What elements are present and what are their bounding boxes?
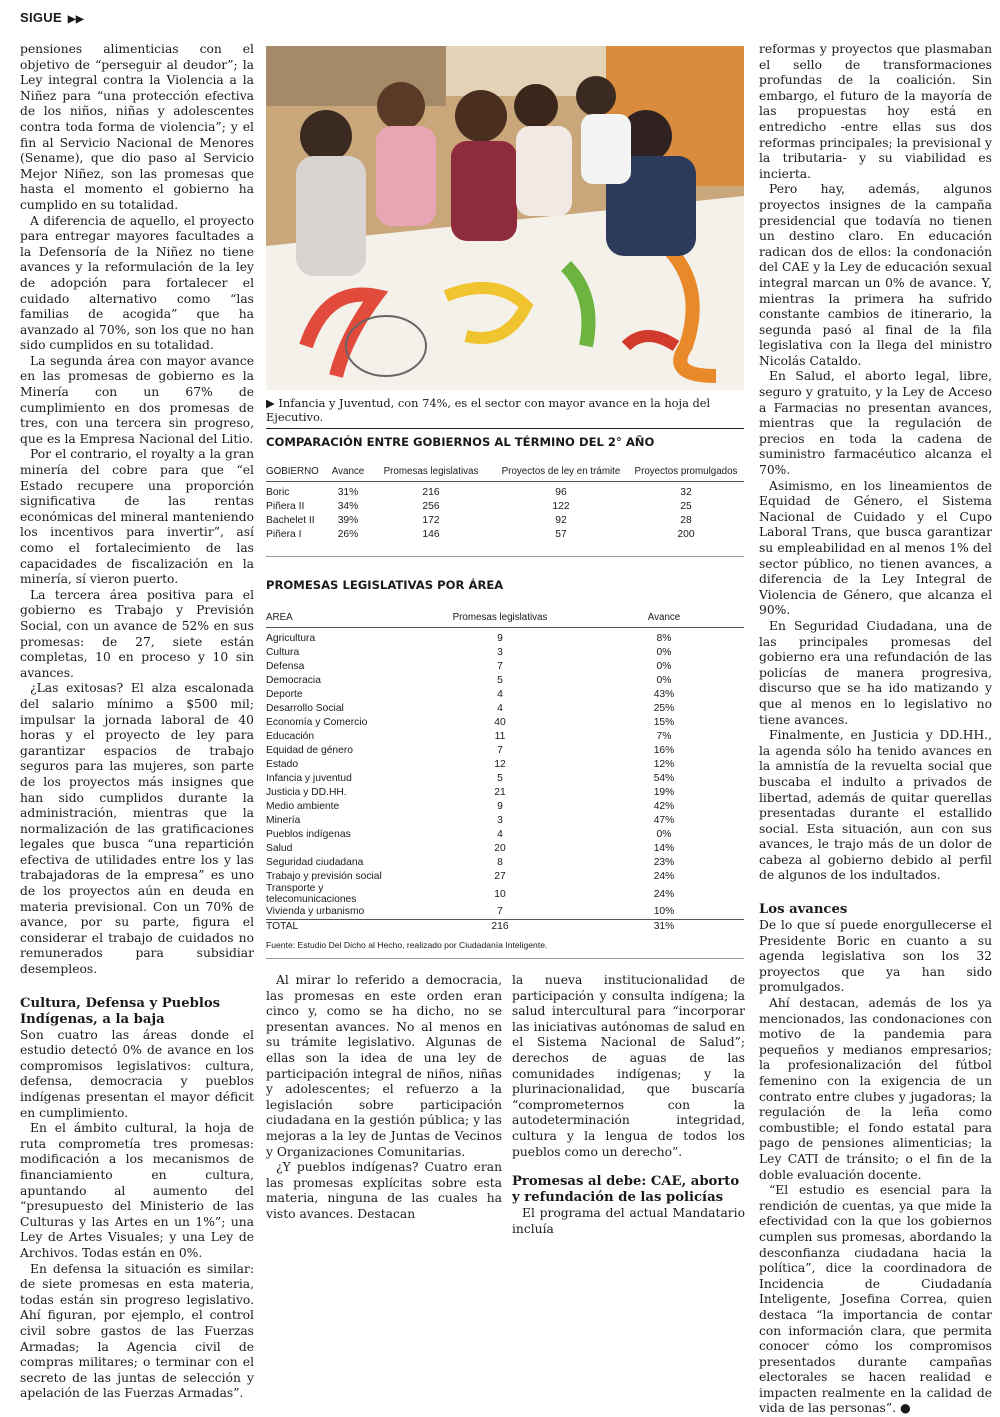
cell: 27 xyxy=(494,870,506,882)
table-row xyxy=(266,673,744,687)
table1-title: COMPARACIÓN ENTRE GOBIERNOS AL TÉRMINO DEL 2° AÑO xyxy=(266,428,744,449)
cell: 7 xyxy=(497,744,503,756)
table-source: Fuente: Estudio Del Dicho al Hecho, realizado por Ciudadanía Inteligente. xyxy=(266,940,548,950)
cell: 16% xyxy=(653,744,675,756)
table1-bottom-rule xyxy=(266,556,744,557)
cell: Infancia y juventud xyxy=(266,772,352,784)
cell: 21 xyxy=(494,786,506,798)
paragraph: En defensa la situación es similar: de siete promesas en esta materia, todas están sin progreso legislativo. Ahí figuran, por ejemplo, el control civil sobre gastos de las Fuerzas Armadas; la Agencia civil de compras militares; o terminar con el secreto de las juntas de selección y apelación de las Fuerzas Armadas”. xyxy=(20,1261,254,1401)
cell: Bachelet II xyxy=(266,514,315,526)
cell: Transporte y telecomunicaciones xyxy=(266,883,357,905)
comparison-table xyxy=(266,463,744,541)
paragraph: En el ámbito cultural, la hoja de ruta comprometía tres promesas: modificación a los mecanismos de financiamiento en cultura, apuntando al aumento del “presupuesto del Ministerio de las Culturas y las Artes en un 1%”; una Ley de Artes Visuales; y una Ley de Archivos. Todas están en 0%. xyxy=(20,1121,254,1260)
table-row xyxy=(266,481,744,499)
subheading-avances: Los avances xyxy=(759,902,848,918)
cell: Desarrollo Social xyxy=(266,702,344,714)
cell: Pueblos indígenas xyxy=(266,828,351,840)
cell: 3 xyxy=(497,814,503,826)
cell: 24% xyxy=(653,888,675,900)
table-total-row xyxy=(266,919,744,933)
cell: 7 xyxy=(497,906,503,918)
cell: 14% xyxy=(653,842,675,854)
cell: Educación xyxy=(266,730,315,742)
paragraph: A diferencia de aquello, el proyecto para entregar mayores facultades a la Defensoría de la Niñez no tiene avances y la reformulación de la ley de adopción para fortalecer el cuidado alternativo como “las familias de acogida” que ha avanzado al 70%, son los que no han sido cumplidos en su totalidad. xyxy=(20,213,254,353)
paragraph: Asimismo, en los lineamientos de Equidad de Género, el Sistema Nacional de Cuidado y el Cupo Laboral Trans, que busca garantizar su empleabilidad en al menos 1% del sector público, no tienen avances, a diferencia de la Ley Integral de Violencia de Género, que alcanza el 90%. xyxy=(759,478,992,618)
caption-text: Infancia y Juventud, con 74%, es el sector con mayor avance en la hoja del Ejecutivo. xyxy=(266,396,711,424)
paragraph: Por el contrario, el royalty a la gran minería del cobre para que “el Estado recupere una proporción significativa de las rentas económicas del mineral manteniendo los incentivos para invertir”, así como el fortalecimiento de las capacidades de fiscalización en la minería, sí vieron puerto. xyxy=(20,447,254,587)
double-arrow-icon: ▶▶ xyxy=(67,14,84,25)
cell: TOTAL xyxy=(266,919,416,933)
paragraph: Al mirar lo referido a democracia, las promesas en este orden eran cinco y, como se ha dicho, no se presentan avances. No al menos en su trámite legislativo. Algunas de ellas son la idea de una ley de participación integral de niños, niñas y adolescentes; el refuerzo a la legislación sobre participación ciudadana en la gestión pública; y las mejoras a la ley de Juntas de Vecinos y Organizaciones Comunitarias. xyxy=(266,973,502,1159)
table-row xyxy=(266,771,744,785)
cell: 28 xyxy=(680,514,692,526)
cell: 256 xyxy=(422,500,440,512)
paragraph: pensiones alimenticias con el objetivo de “perseguir al deudor”; la Ley integral contra la Violencia a la Niñez para “una protección efectiva de los niños, niñas y adolescentes contra toda forma de violencia”; y el fin al Servicio Nacional de Menores (Sename), que dio paso al Servicio Mejor Niñez, son las promesas que hasta el momento el gobierno ha cumplido en su totalidad. xyxy=(20,42,254,212)
cell: 0% xyxy=(656,828,672,840)
caption-marker: ▶ xyxy=(266,396,275,410)
cell: 7 xyxy=(497,660,503,672)
column-header: Avance xyxy=(328,463,368,481)
cell: 10% xyxy=(653,906,675,918)
paragraph: la nueva institucionalidad de participación y consulta indígena; la salud intercultural para “incorporar las iniciativas autónomas de salud en el Sistema Nacional de Salud”; derechos de aguas de las comunidades indígenas; y la plurinacionalidad, que buscaría “comprometernos con la autodeterminación integridad, cultura y la lengua de todos los pueblos como un derecho”. xyxy=(512,973,745,1159)
table-row xyxy=(266,715,744,729)
cell: Vivienda y urbanismo xyxy=(266,906,365,918)
table-header-row xyxy=(266,463,744,481)
cell: Cultura xyxy=(266,646,300,658)
cell: 39% xyxy=(337,514,359,526)
cell: 0% xyxy=(656,646,672,658)
photo-caption xyxy=(266,396,744,424)
column-header: Promesas legislativas xyxy=(416,609,584,627)
cell: 12% xyxy=(653,758,675,770)
paragraph: De lo que sí puede enorgullecerse el Presidente Boric en cuanto a su agenda legislativa son los 32 proyectos que ya han sido promulgados. xyxy=(759,918,992,995)
cell: 4 xyxy=(497,702,503,714)
cell: Seguridad ciudadana xyxy=(266,856,364,868)
cell: 200 xyxy=(677,528,695,540)
table-row xyxy=(266,841,744,855)
paragraph: ¿Y pueblos indígenas? Cuatro eran las promesas explícitas sobre esta materia, ninguna de las cuales ha visto avances. Destacan xyxy=(266,1160,502,1221)
cell: 9 xyxy=(497,632,503,644)
paragraph: Son cuatro las áreas donde el estudio detectó 0% de avance en los compromisos legislativos: cultura, defensa, democracia y pueblos indígenas presentan el mayor déficit en cumplimiento. xyxy=(20,1027,254,1120)
areas-table xyxy=(266,609,744,933)
table-row xyxy=(266,729,744,743)
cell: Deporte xyxy=(266,688,303,700)
cell: 26% xyxy=(337,528,359,540)
end-mark-icon: ● xyxy=(899,1401,911,1416)
cell: 19% xyxy=(653,786,675,798)
table-row xyxy=(266,743,744,757)
cell: 57 xyxy=(555,528,567,540)
cell: Boric xyxy=(266,486,290,498)
cell: 40 xyxy=(494,716,506,728)
table-row xyxy=(266,701,744,715)
table-row xyxy=(266,827,744,841)
cell: 216 xyxy=(416,919,584,933)
table-row xyxy=(266,499,744,513)
cell: Estado xyxy=(266,758,299,770)
column-header: Promesas legislativas xyxy=(368,463,494,481)
cell: 172 xyxy=(422,514,440,526)
table-row xyxy=(266,869,744,883)
cell: 92 xyxy=(555,514,567,526)
quote-text: “El estudio es esencial para la rendición de cuentas, ya que mide la efectividad con la que los gobiernos cumplen sus promesas, abordando la desconfianza ciudadana hacia la política”, dice la coordinadora de Incidencia de Ciudadanía Inteligente, Josefina Correa, quien destaca “la importancia de contar con información clara, que permita conocer cómo los compromisos presentados durante campañas electorales se hacen realidad e impacten realmente en la calidad de vida de las personas”. xyxy=(759,1183,992,1416)
cell: 32 xyxy=(680,486,692,498)
paragraph: Pero hay, además, algunos proyectos insignes de la campaña presidencial que todavía no tienen un destino claro. En educación radican dos de ellos: la condonación del CAE y la Ley de educación sexual integral marcan un 0% de avance. Y, mientras la primera ha sufrido constante cambios de itinerario, la segunda pasó al final de la fila legislativa con la llega del ministro Nicolás Cataldo. xyxy=(759,182,992,368)
cell: 8% xyxy=(656,632,672,644)
cell: 54% xyxy=(653,772,675,784)
table-row xyxy=(266,645,744,659)
table-row xyxy=(266,785,744,799)
cell: Piñera I xyxy=(266,528,302,540)
cell: 34% xyxy=(337,500,359,512)
cell: 31% xyxy=(337,486,359,498)
table-row xyxy=(266,883,744,905)
article-column-4 xyxy=(759,42,992,1417)
table-row xyxy=(266,527,744,541)
table-row xyxy=(266,813,744,827)
table2-title: PROMESAS LEGISLATIVAS POR ÁREA xyxy=(266,578,504,592)
column-header: Proyectos promulgados xyxy=(628,463,744,481)
cell: 11 xyxy=(494,730,506,742)
table-row xyxy=(266,757,744,771)
cell: 7% xyxy=(656,730,672,742)
subheading-promesas: Promesas al debe: CAE, aborto y refundación de las policías xyxy=(512,1174,740,1206)
cell: 96 xyxy=(555,486,567,498)
paragraph: Finalmente, en Justicia y DD.HH., la agenda sólo ha tenido avances en la amnistía de la revuelta social que buscaba el indulto a privados de libertad, además de quitar querellas presentadas durante el estallido social. Esta situación, aun con sus avances, le trajo más de un dolor de cabeza al gobierno debido al perfil de algunos de los indultados. xyxy=(759,728,992,883)
paragraph: La segunda área con mayor avance en las promesas de gobierno es la Minería con un 67% de cumplimiento en dos promesas de tres, con una tercera sin progreso, que es la Empresa Nacional del Litio. xyxy=(20,353,254,446)
section-label: SIGUE xyxy=(20,10,62,25)
column-header: Proyectos de ley en trámite xyxy=(494,463,628,481)
table-row xyxy=(266,627,744,645)
table-header-row xyxy=(266,609,744,627)
cell: Medio ambiente xyxy=(266,800,340,812)
cell: Agricultura xyxy=(266,632,316,644)
cell: Democracia xyxy=(266,674,321,686)
cell: 146 xyxy=(422,528,440,540)
paragraph: En Seguridad Ciudadana, una de las principales promesas del gobierno era una refundación de las policías de manera progresiva, discurso que se ha ido matizando y que al menos en lo legislativo no tiene avances. xyxy=(759,618,992,727)
photo-illustration xyxy=(266,46,744,390)
cell: 3 xyxy=(497,646,503,658)
paragraph: En Salud, el aborto legal, libre, seguro y gratuito, y la Ley de Acceso a Farmacias no presentan avances, mientras que la regulación de precios en toda la cadena de suministro farmacéutico alcanza el 70%. xyxy=(759,369,992,478)
column-header: AREA xyxy=(266,609,416,627)
cell: Trabajo y previsión social xyxy=(266,870,382,882)
cell: Justicia y DD.HH. xyxy=(266,786,347,798)
table2-bottom-rule xyxy=(266,958,744,959)
cell: 25 xyxy=(680,500,692,512)
paragraph: Ahí destacan, además de los ya mencionados, las condonaciones con motivo de la pandemia para pequeños y medianos empresarios; la profesionalización del fútbol femenino con la exigencia de un contrato entre clubes y jugadoras; la regulación de la leña como combustible; el fondo estatal para pago de pensiones alimenticias; la Ley CATI de tránsito; o el fin de la doble evaluación docente. xyxy=(759,996,992,1182)
paragraph: reformas y proyectos que plasmaban el sello de transformaciones profundas de la coalición. Sin embargo, el futuro de la mayoría de las propuestas hoy está en entredicho -entre ellas sus dos reformas principales; la previsional y la tributaria- y su viabilidad es incierta. xyxy=(759,42,992,181)
table-row xyxy=(266,513,744,527)
cell: 47% xyxy=(653,814,675,826)
article-column-2 xyxy=(266,973,502,1223)
cell: 8 xyxy=(497,856,503,868)
paragraph: La tercera área positiva para el gobierno es Trabajo y Previsión Social, con un avance de 52% en sus promesas: de 27, siete están completas, 10 en proceso y 10 sin avances. xyxy=(20,587,254,680)
cell: 43% xyxy=(653,688,675,700)
cell: 42% xyxy=(653,800,675,812)
cell: 4 xyxy=(497,828,503,840)
cell: 24% xyxy=(653,870,675,882)
cell: 12 xyxy=(494,758,506,770)
children-painting-photo xyxy=(266,46,744,390)
table-row xyxy=(266,659,744,673)
cell: 15% xyxy=(653,716,675,728)
paragraph xyxy=(759,1183,992,1417)
cell: 4 xyxy=(497,688,503,700)
article-column-1 xyxy=(20,42,254,1402)
paragraph: El programa del actual Mandatario incluía xyxy=(512,1206,745,1236)
cell: 0% xyxy=(656,660,672,672)
cell: 5 xyxy=(497,674,503,686)
cell: 20 xyxy=(494,842,506,854)
cell: 9 xyxy=(497,800,503,812)
cell: 23% xyxy=(653,856,675,868)
cell: 5 xyxy=(497,772,503,784)
cell: Minería xyxy=(266,814,301,826)
cell: 31% xyxy=(584,919,744,933)
article-column-3 xyxy=(512,973,745,1237)
subheading-cultura: Cultura, Defensa y Pueblos Indígenas, a la baja xyxy=(20,995,221,1027)
cell: 216 xyxy=(422,486,440,498)
cell: 10 xyxy=(494,888,506,900)
table-row xyxy=(266,905,744,919)
table-row xyxy=(266,799,744,813)
cell: Economía y Comercio xyxy=(266,716,368,728)
section-header xyxy=(20,10,84,25)
cell: 25% xyxy=(653,702,675,714)
table-row xyxy=(266,687,744,701)
cell: 122 xyxy=(552,500,570,512)
cell: Piñera II xyxy=(266,500,305,512)
cell: Salud xyxy=(266,842,293,854)
cell: Defensa xyxy=(266,660,305,672)
table-row xyxy=(266,855,744,869)
paragraph: ¿Las exitosas? El alza escalonada del salario mínimo a $500 mil; impulsar la jornada laboral de 40 horas y el proyecto de ley para garantizar espacios de trabajo seguros para las mujeres, son parte de los proyectos más insignes que han sido cumplidos durante la administración, mientras que la normalización de las gratificaciones legales que busca “una repartición efectiva de utilidades entre los y las trabajadoras de la empresa” es uno de los proyectos aún en deuda en materia previsional. Con un 70% de avance, por su parte, figura el considerar el trabajo de cuidados no remunerados para subsidiar desempleos. xyxy=(20,681,254,977)
cell: 0% xyxy=(656,674,672,686)
column-header: GOBIERNO xyxy=(266,463,328,481)
column-header: Avance xyxy=(584,609,744,627)
cell: Equidad de género xyxy=(266,744,354,756)
